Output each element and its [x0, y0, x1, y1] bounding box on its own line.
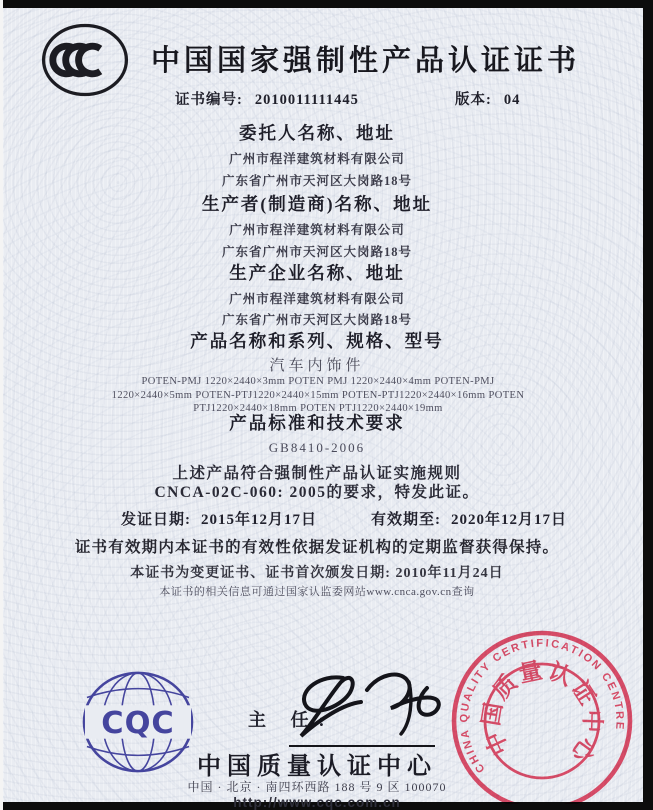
- director-label: 主 任:: [248, 710, 335, 730]
- issue-date: [121, 508, 317, 529]
- stamp-english-text: CHINA QUALITY CERTIFICATION CENTRE: [458, 637, 626, 775]
- version-value: 04: [503, 92, 521, 108]
- issue-date-value: 2015年12月17日: [201, 512, 318, 528]
- producer-address: 广东省广州市天河区大岗路18号: [221, 245, 412, 259]
- applicant-name: 广州市程洋建筑材料有限公司: [229, 152, 405, 166]
- cqc-logo-text: CQC: [101, 705, 175, 741]
- certificate-title: 中国国家强制性产品认证证书: [150, 45, 580, 77]
- organization-address: 中国 · 北京 · 南四环西路 188 号 9 区 100070: [187, 780, 447, 794]
- product-models-line2: 1220×2440×5mm POTEN-PTJ1220×2440×15mm POTEN-PTJ1220×2440×16mm POTEN: [111, 389, 525, 401]
- validity-note: 证书有效期内本证书的有效性依据发证机构的定期监督获得保持。: [74, 539, 560, 556]
- statement-line2: CNCA-02C-060: 2005的要求，特发此证。: [154, 484, 480, 501]
- certificate-version: [455, 88, 520, 109]
- factory-address: 广东省广州市天河区大岗路18号: [221, 313, 412, 327]
- producer-name: 广州市程洋建筑材料有限公司: [229, 223, 405, 237]
- product-models-line3: PTJ1220×2440×18mm POTEN PTJ1220×2440×19mm: [193, 403, 443, 414]
- stamp-chinese-text: 中国质量认证中心: [478, 657, 605, 769]
- query-note: 本证书的相关信息可通过国家认监委网站www.cnca.gov.cn查询: [159, 586, 475, 598]
- standard-value: GB8410-2006: [268, 440, 366, 455]
- applicant-address: 广东省广州市天河区大岗路18号: [221, 174, 412, 188]
- version-label: 版本:: [455, 92, 492, 108]
- product-models-line1: POTEN-PMJ 1220×2440×3mm POTEN PMJ 1220×2440×4mm POTEN-PMJ: [141, 376, 495, 387]
- certificate-number-label: 证书编号:: [175, 92, 243, 108]
- issue-date-label: 发证日期:: [121, 512, 191, 528]
- organization-name: 中国质量认证中心: [197, 754, 437, 780]
- producer-heading: 生产者(制造商)名称、地址: [201, 194, 433, 214]
- product-name: 汽车内饰件: [269, 358, 365, 374]
- standard-heading: 产品标准和技术要求: [229, 413, 405, 433]
- applicant-heading: 委托人名称、地址: [239, 123, 395, 143]
- factory-heading: 生产企业名称、地址: [229, 263, 405, 283]
- factory-name: 广州市程洋建筑材料有限公司: [229, 292, 405, 306]
- statement-line1: 上述产品符合强制性产品认证实施规则: [172, 465, 462, 482]
- certificate-number: [175, 88, 359, 109]
- certificate-page: [3, 8, 643, 810]
- expiry-date-value: 2020年12月17日: [451, 512, 568, 528]
- organization-website: http://www.cqc.com.cn: [233, 795, 401, 810]
- expiry-date: [371, 508, 567, 529]
- expiry-date-label: 有效期至:: [371, 512, 441, 528]
- director-signature: [291, 660, 456, 746]
- certificate-number-value: 2010011111445: [254, 92, 359, 108]
- change-note: 本证书为变更证书、证书首次颁发日期: 2010年11月24日: [130, 566, 504, 581]
- ccc-logo-icon: [39, 20, 131, 100]
- product-heading: 产品名称和系列、规格、型号: [190, 331, 444, 351]
